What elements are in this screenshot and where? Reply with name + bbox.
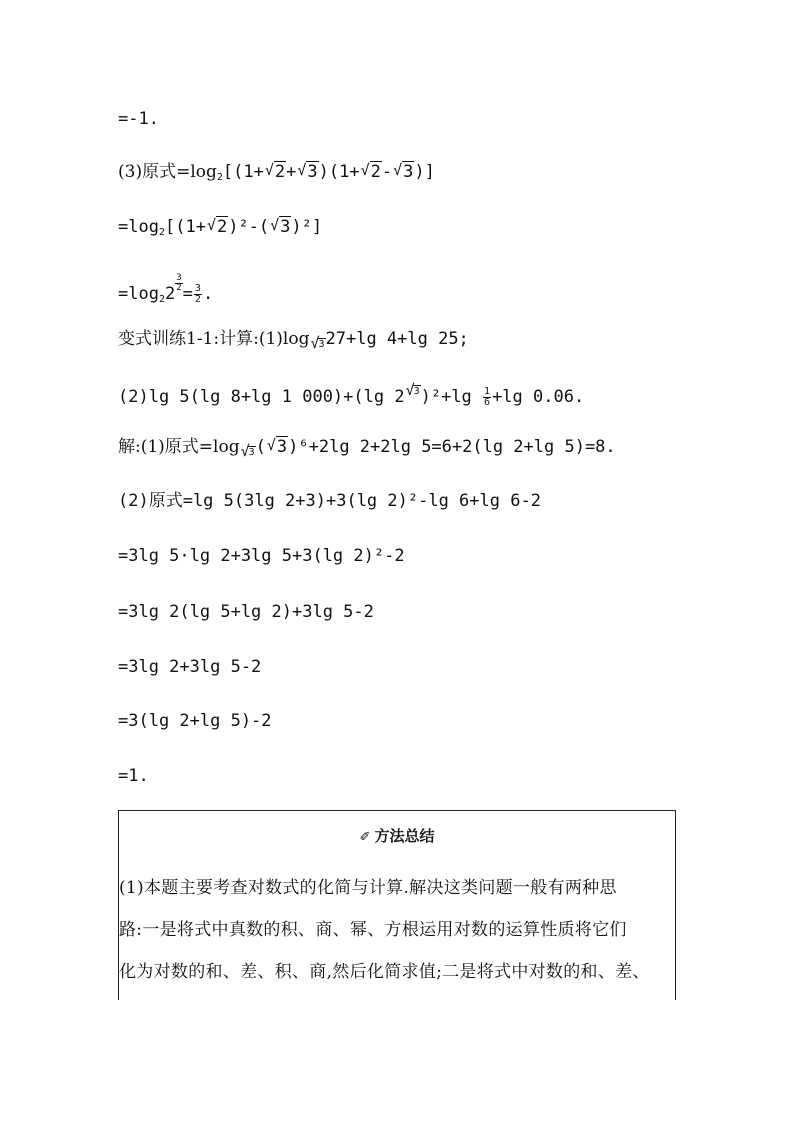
text: )²-(: [228, 217, 270, 237]
sqrt-2: √ 2: [207, 216, 228, 238]
log-base: √ $_3$: [309, 339, 325, 350]
text: +lg 0.06.: [492, 387, 585, 407]
sqrt-3: √ 3: [270, 216, 291, 238]
text: [(1+: [164, 217, 206, 237]
text: [(1+: [222, 162, 264, 182]
text: )⁶+2lg 2+2lg 5=6+2(lg 2+lg 5)=8.: [288, 437, 616, 457]
text: )²]: [291, 217, 323, 237]
log-base: 2: [158, 294, 165, 305]
summary-paragraph-line: (1)本题主要考查对数式的化简与计算.解决这类问题一般有两种思: [119, 878, 617, 898]
plus: +: [286, 162, 297, 182]
line-solution-step3: =3lg 2+3lg 5-2: [118, 657, 262, 677]
sqrt-3: √ 3: [267, 436, 288, 458]
line-exercise-2: [118, 381, 584, 408]
sqrt-3: √ 3: [393, 161, 414, 183]
line-part3-step2: [118, 274, 213, 311]
log-base: 2: [158, 227, 165, 238]
summary-paragraph-line: 路:一是将式中真数的积、商、幂、方根运用对数的运算性质将它们: [119, 920, 627, 940]
line-solution-step4: =3(lg 2+lg 5)-2: [118, 711, 272, 731]
line-solution-1: [118, 436, 616, 464]
title-text: 方法总结: [374, 827, 435, 845]
line-solution-step1: =3lg 5·lg 2+3lg 5+3(lg 2)²-2: [118, 546, 405, 566]
fraction: $\frac{3}{2}$: [194, 282, 201, 305]
fraction: $\frac{1}{6}$: [484, 385, 491, 408]
minus: -: [381, 162, 393, 182]
text: =log: [118, 284, 159, 304]
line-solution-result: =1.: [118, 766, 149, 786]
text: )(1+: [318, 162, 360, 182]
text: .: [202, 284, 214, 304]
text: (3)原式=log: [118, 162, 217, 182]
text: )]: [414, 162, 435, 182]
text: )²+lg: [420, 387, 483, 407]
text: =log: [118, 217, 159, 237]
method-summary-title: [119, 825, 675, 846]
sqrt-2: √ 2: [265, 161, 286, 183]
method-summary-box: [118, 810, 676, 1000]
exponent-fraction: $\frac{3}{2}$: [176, 273, 182, 293]
text: (2)lg 5(lg 8+lg 1 000)+(lg 2: [118, 387, 405, 407]
log-base: 2: [216, 172, 223, 183]
text: 27+lg 4+lg 25;: [325, 329, 469, 349]
sqrt-2: √ 2: [361, 161, 382, 183]
line-solution-2: (2)原式=lg 5(3lg 2+3)+3(lg 2)²-lg 6+lg 6-2: [118, 491, 541, 511]
sqrt-3: √ 3: [297, 161, 318, 183]
pen-icon: ✐: [359, 830, 371, 845]
exponent: √ $^3$: [405, 386, 421, 397]
summary-paragraph-line: 化为对数的和、差、积、商,然后化简求值;二是将式中对数的和、差、: [119, 962, 650, 982]
line-solution-step2: =3lg 2(lg 5+lg 2)+3lg 5-2: [118, 602, 374, 622]
text: 变式训练1-1:计算:(1)log: [118, 329, 310, 349]
line-exercise-1: [118, 328, 469, 356]
log-base: √ $_3$: [240, 447, 256, 458]
line-part3-original: [118, 161, 435, 189]
text: 解:(1)原式=log: [118, 437, 240, 457]
text: (: [255, 437, 266, 457]
text: =: [182, 284, 193, 304]
line-result-neg1: =-1.: [118, 109, 159, 129]
line-part3-step1: [118, 216, 322, 244]
text: 2: [164, 284, 176, 304]
